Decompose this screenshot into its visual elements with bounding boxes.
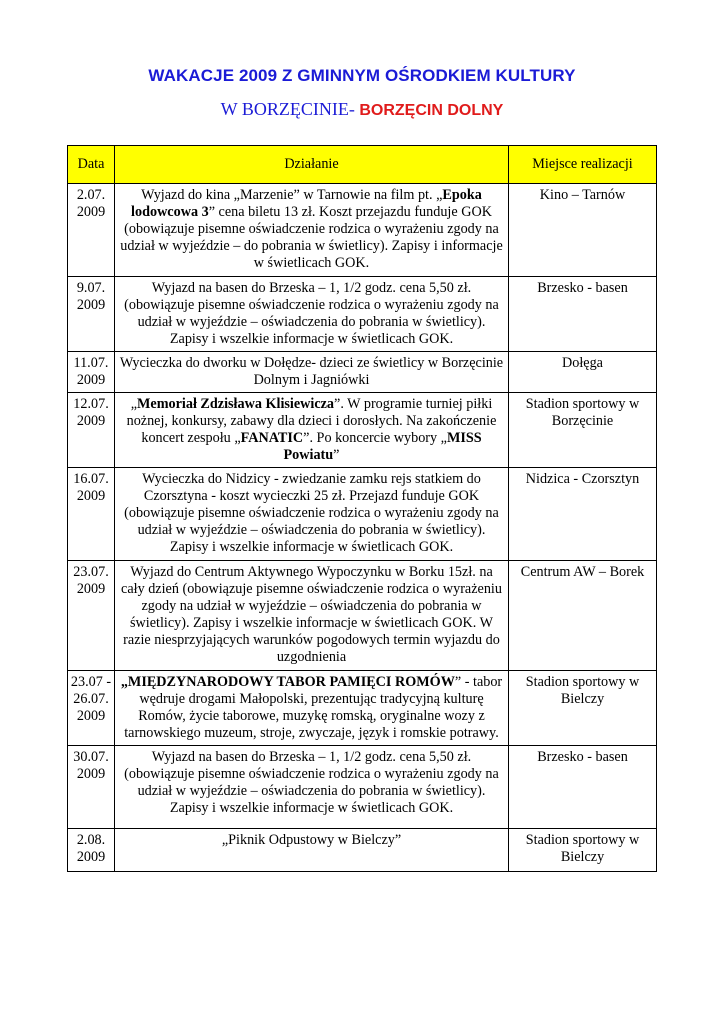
column-header-date: Data	[68, 146, 115, 184]
row-place: Stadion sportowy w Bielczy	[509, 671, 657, 746]
table-row	[68, 561, 657, 671]
column-header-place: Miejsce realizacji	[509, 146, 657, 184]
table-row	[68, 393, 657, 468]
activity-text-bold: FANATIC	[240, 430, 304, 446]
activity-text: ” - tabor wędruje drogami Małopolski, prezentując tradycyjną kulturę Romów, życie taborowe, muzykę romską, oryginalne wozy z tarnowskiego muzeum, stroje, zwyczaje, język i romskie potrawy.	[124, 674, 503, 741]
activity-text: Wyjazd na basen do Brzeska – 1, 1/2 godz. cena 5,50 zł. (obowiązuje pisemne oświadczenie rodzica o wyrażeniu zgody na udział w wyjeździe – oświadczenia do pobrania w świetlicy). Zapisy i wszelkie informacje w świetlicach GOK.	[124, 280, 499, 347]
activity-text: ”. Po koncercie wybory „	[303, 430, 447, 446]
activity-text: ”	[333, 447, 340, 463]
row-activity	[115, 277, 509, 352]
row-activity	[115, 352, 509, 393]
row-place: Brzesko - basen	[509, 746, 657, 829]
row-date: 2.07. 2009	[68, 184, 115, 277]
table-row	[68, 671, 657, 746]
subtitle-prefix: W BORZĘCINIE-	[220, 99, 360, 119]
row-activity	[115, 561, 509, 671]
row-date: 23.07 - 26.07. 2009	[68, 671, 115, 746]
activity-text: Wyjazd do kina „Marzenie” w Tarnowie na film pt. „	[141, 187, 443, 203]
schedule-table	[67, 145, 657, 872]
table-row	[68, 746, 657, 829]
activity-text-bold: Memoriał Zdzisława Klisiewicza	[137, 396, 335, 412]
table-row	[68, 184, 657, 277]
row-place: Stadion sportowy w Bielczy	[509, 829, 657, 872]
page-title: WAKACJE 2009 Z GMINNYM OŚRODKIEM KULTURY	[148, 66, 576, 85]
table-row	[68, 352, 657, 393]
activity-text: „	[130, 396, 138, 412]
activity-text: Wyjazd do Centrum Aktywnego Wypoczynku w Borku 15zł. na cały dzień (obowiązuje pisemne oświadczenie rodzica o wyrażeniu zgody na udział w wyjeździe – oświadczenia do pobrania w świetlicy). Zapisy i wszelkie informacje w świetlicach GOK. W razie niesprzyjających warunków pogodowych termin wyjazdu do uzgodnienia	[121, 564, 502, 665]
row-place: Kino – Tarnów	[509, 184, 657, 277]
row-date: 11.07. 2009	[68, 352, 115, 393]
row-activity	[115, 468, 509, 561]
schedule-table-body	[68, 184, 657, 872]
activity-text: „Piknik Odpustowy w Bielczy”	[221, 832, 402, 848]
row-place: Centrum AW – Borek	[509, 561, 657, 671]
table-row	[68, 829, 657, 872]
activity-text-bold: Epoka lodowcowa 3	[131, 187, 482, 220]
row-date: 30.07. 2009	[68, 746, 115, 829]
page-subtitle	[0, 99, 724, 120]
row-place: Nidzica - Czorsztyn	[509, 468, 657, 561]
activity-text-bold: MISS Powiatu	[283, 430, 482, 463]
table-row	[68, 277, 657, 352]
activity-text: Wycieczka do Nidzicy - zwiedzanie zamku rejs statkiem do Czorsztyna - koszt wycieczki 25 zł. Przejazd funduje GOK (obowiązuje pisemne oświadczenie rodzica o wyrażeniu zgody na udział w wyjeździe – oświadczenia do pobrania w świetlicy). Zapisy i wszelkie informacje w świetlicach GOK.	[124, 471, 499, 555]
row-place: Stadion sportowy w Borzęcinie	[509, 393, 657, 468]
activity-text: ”. W programie turniej piłki nożnej, konkursy, zabawy dla dzieci i dorosłych. Na zakończenie koncert zespołu „	[126, 396, 497, 446]
activity-text-bold: „MIĘDZYNARODOWY TABOR PAMIĘCI ROMÓW	[120, 674, 455, 690]
row-activity	[115, 671, 509, 746]
row-place: Brzesko - basen	[509, 277, 657, 352]
row-date: 2.08. 2009	[68, 829, 115, 872]
activity-text: Wycieczka do dworku w Dołędze- dzieci ze świetlicy w Borzęcinie Dolnym i Jagniówki	[119, 355, 504, 388]
subtitle-highlight: BORZĘCIN DOLNY	[359, 102, 504, 119]
row-date: 16.07. 2009	[68, 468, 115, 561]
row-date: 9.07. 2009	[68, 277, 115, 352]
row-activity	[115, 184, 509, 277]
column-header-activity: Działanie	[115, 146, 509, 184]
row-activity	[115, 746, 509, 829]
table-row	[68, 468, 657, 561]
row-date: 12.07. 2009	[68, 393, 115, 468]
row-activity	[115, 393, 509, 468]
activity-text: ” cena biletu 13 zł. Koszt przejazdu funduje GOK (obowiązuje pisemne oświadczenie rodzica o wyrażeniu zgody na udział w wyjeździe – do pobrania w świetlicy). Zapisy i informacje w świetlicach GOK.	[120, 204, 503, 271]
row-activity	[115, 829, 509, 872]
table-header-row	[68, 146, 657, 184]
row-date: 23.07. 2009	[68, 561, 115, 671]
row-place: Dołęga	[509, 352, 657, 393]
activity-text: Wyjazd na basen do Brzeska – 1, 1/2 godz. cena 5,50 zł. (obowiązuje pisemne oświadczenie rodzica o wyrażeniu zgody na udział w wyjeździe – oświadczenia do pobrania w świetlicy). Zapisy i wszelkie informacje w świetlicach GOK.	[124, 749, 499, 816]
